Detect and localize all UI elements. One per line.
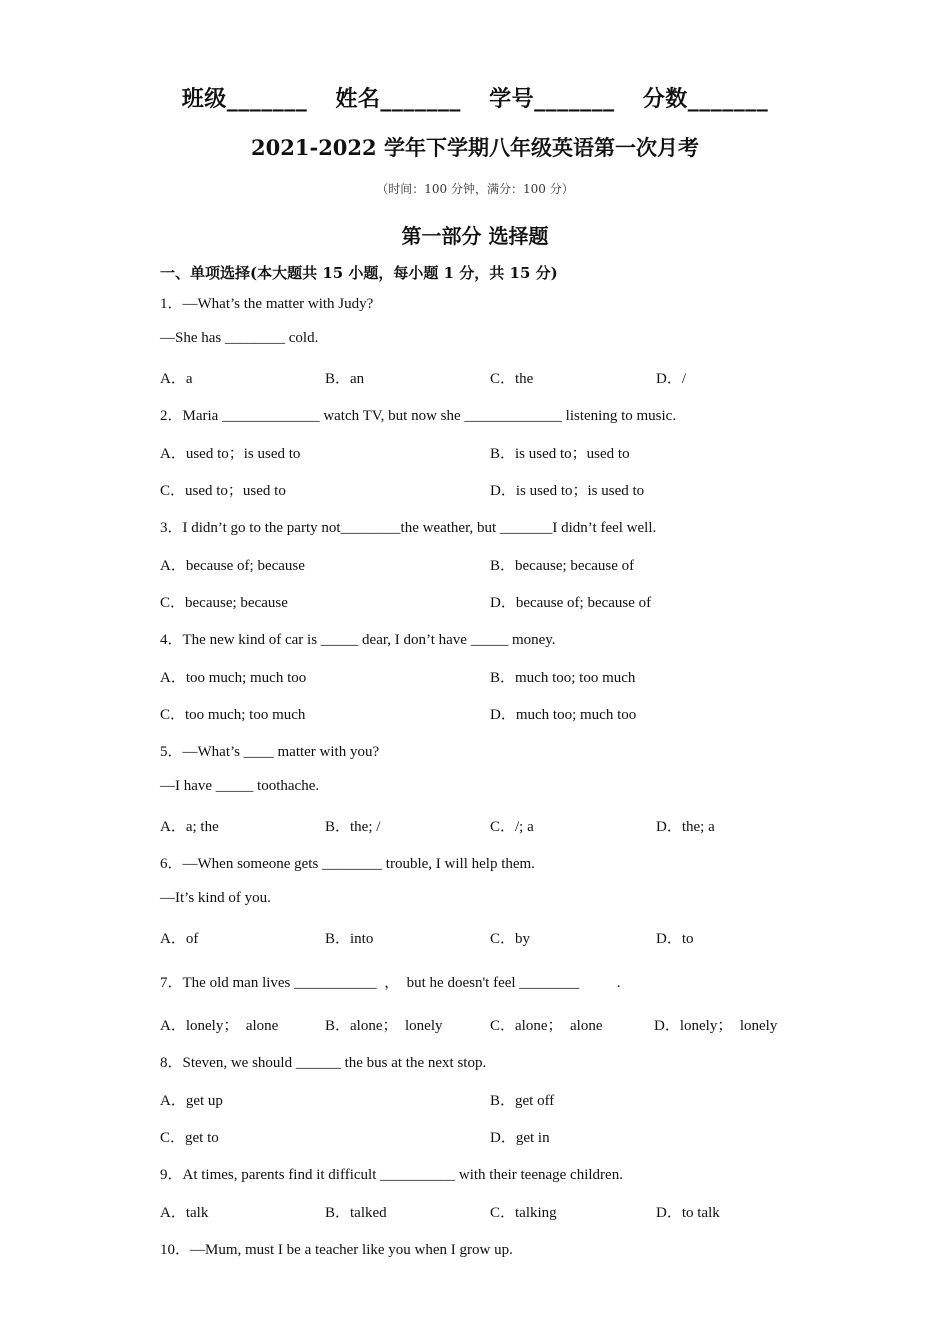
- q8-option-c[interactable]: C．get to: [160, 1130, 219, 1146]
- q8-option-d[interactable]: D．get in: [490, 1130, 550, 1146]
- q5-option-a[interactable]: A．a; the: [160, 819, 219, 835]
- question-1-line-2: —She has ________ cold.: [160, 330, 319, 346]
- name-field[interactable]: 姓名_______: [335, 86, 461, 112]
- q1-option-a[interactable]: A．a: [160, 371, 193, 387]
- student-id-field[interactable]: 学号_______: [489, 86, 615, 112]
- score-field[interactable]: 分数_______: [642, 86, 769, 112]
- q3-option-b[interactable]: B．because; because of: [490, 558, 635, 574]
- q9-option-a[interactable]: A．talk: [160, 1205, 209, 1221]
- part-title: 第一部分 选择题: [401, 224, 549, 248]
- question-2-stem: 2．Maria _____________ watch TV, but now she _____________ listening to music.: [160, 408, 677, 424]
- q2-option-c[interactable]: C．used to；used to: [160, 483, 286, 499]
- q9-option-d[interactable]: D．to talk: [656, 1205, 720, 1221]
- question-6-stem: 6．—When someone gets ________ trouble, I will help them.: [160, 856, 535, 872]
- exam-title: 2021-2022 学年下学期八年级英语第一次月考: [251, 135, 699, 160]
- q7-option-b[interactable]: B．alone； lonely: [325, 1018, 443, 1034]
- q3-option-d[interactable]: D．because of; because of: [490, 595, 652, 611]
- question-4-stem: 4．The new kind of car is _____ dear, I don’t have _____ money.: [160, 632, 556, 648]
- q5-option-b[interactable]: B．the; /: [325, 819, 381, 835]
- section-title: 一、单项选择(本大题共 15 小题，每小题 1 分，共 15 分): [160, 264, 558, 282]
- question-5-stem: 5．—What’s ____ matter with you?: [160, 744, 380, 760]
- q8-option-a[interactable]: A．get up: [160, 1093, 223, 1109]
- q1-option-c[interactable]: C．the: [490, 371, 534, 387]
- q2-option-a[interactable]: A．used to；is used to: [160, 446, 301, 462]
- question-6-line-2: —It’s kind of you.: [160, 890, 271, 906]
- q4-option-d[interactable]: D．much too; much too: [490, 707, 637, 723]
- q2-option-b[interactable]: B．is used to；used to: [490, 446, 630, 462]
- q4-option-c[interactable]: C．too much; too much: [160, 707, 306, 723]
- q3-option-c[interactable]: C．because; because: [160, 595, 288, 611]
- q2-option-d[interactable]: D．is used to；is used to: [490, 483, 645, 499]
- q5-option-c[interactable]: C．/; a: [490, 819, 534, 835]
- q9-option-c[interactable]: C．talking: [490, 1205, 557, 1221]
- q4-option-b[interactable]: B．much too; too much: [490, 670, 636, 686]
- q6-option-b[interactable]: B．into: [325, 931, 374, 947]
- exam-subtitle: （时间：100 分钟，满分：100 分）: [376, 182, 574, 196]
- q7-option-d[interactable]: D．lonely； lonely: [654, 1018, 778, 1034]
- q9-option-b[interactable]: B．talked: [325, 1205, 387, 1221]
- q3-option-a[interactable]: A．because of; because: [160, 558, 305, 574]
- q6-option-a[interactable]: A．of: [160, 931, 199, 947]
- class-field[interactable]: 班级_______: [181, 86, 308, 112]
- question-5-line-2: —I have _____ toothache.: [160, 778, 320, 794]
- q4-option-a[interactable]: A．too much; much too: [160, 670, 307, 686]
- q6-option-d[interactable]: D．to: [656, 931, 694, 947]
- q1-option-d[interactable]: D．/: [656, 371, 687, 387]
- q1-option-b[interactable]: B．an: [325, 371, 365, 387]
- q7-option-c[interactable]: C．alone； alone: [490, 1018, 603, 1034]
- question-9-stem: 9．At times, parents find it difficult __________ with their teenage children.: [160, 1167, 623, 1183]
- q5-option-d[interactable]: D．the; a: [656, 819, 715, 835]
- question-10-stem: 10．—Mum, must I be a teacher like you when I grow up.: [160, 1242, 513, 1258]
- q7-option-a[interactable]: A．lonely； alone: [160, 1018, 279, 1034]
- question-7-stem: 7．The old man lives ___________ ， but he doesn't feel ________ .: [160, 975, 621, 991]
- question-1-stem: 1．—What’s the matter with Judy?: [160, 296, 374, 312]
- q8-option-b[interactable]: B．get off: [490, 1093, 555, 1109]
- question-8-stem: 8．Steven, we should ______ the bus at the next stop.: [160, 1055, 487, 1071]
- question-3-stem: 3．I didn’t go to the party not________the weather, but _______I didn’t feel well.: [160, 520, 657, 536]
- q6-option-c[interactable]: C．by: [490, 931, 531, 947]
- student-info-header: [0, 82, 950, 113]
